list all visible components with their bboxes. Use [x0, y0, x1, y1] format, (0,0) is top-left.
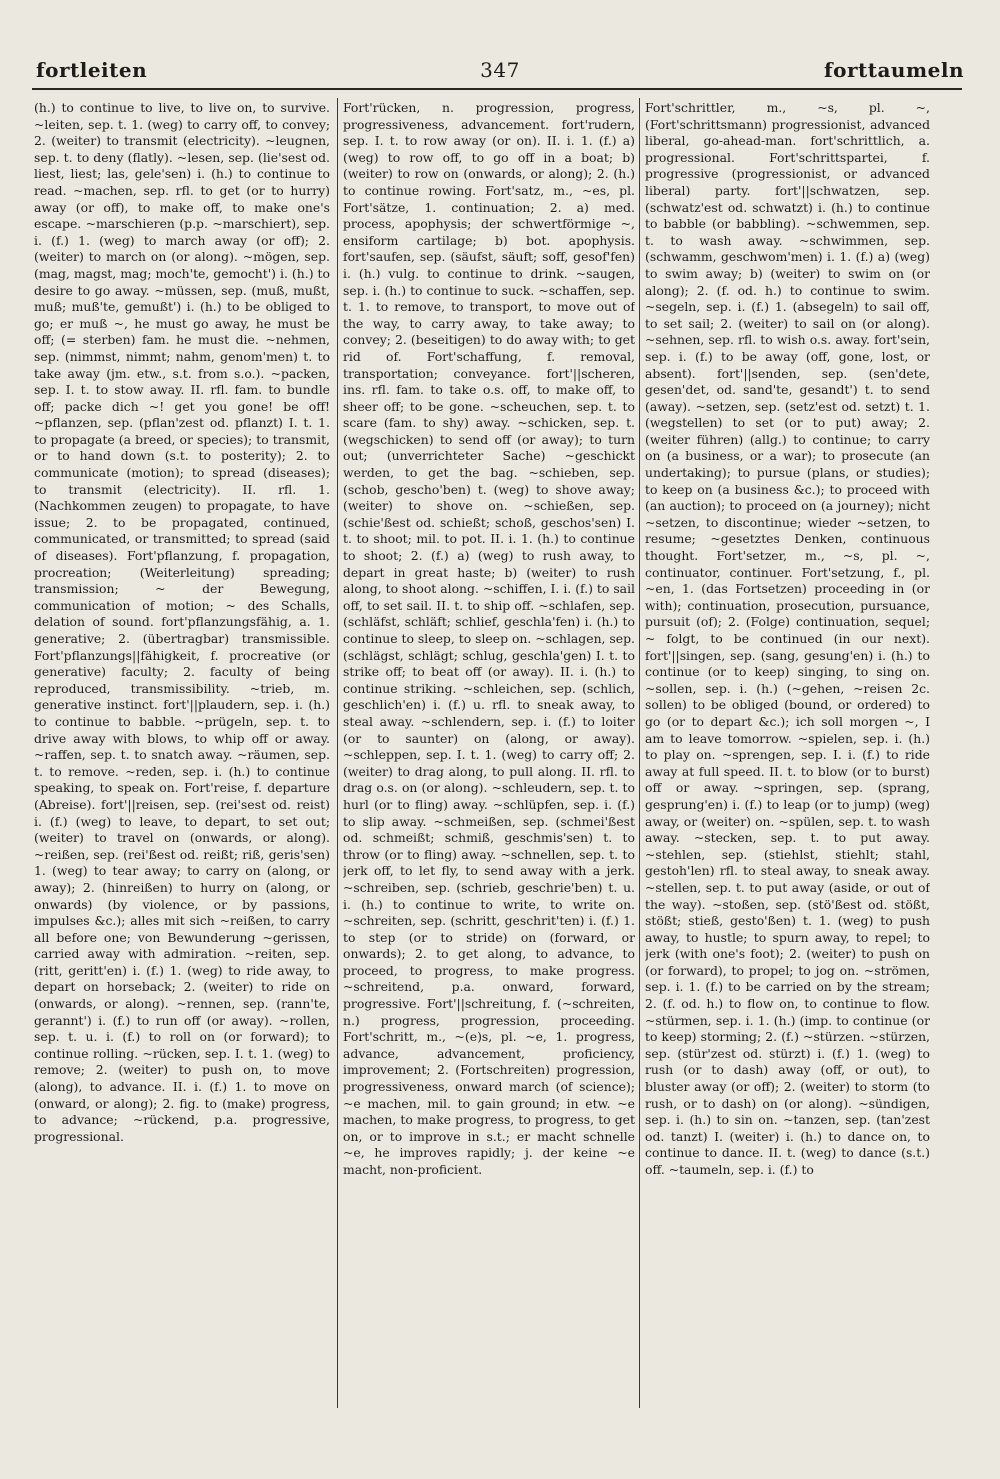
- column-right: [645, 100, 930, 1420]
- column-left: [34, 100, 330, 1420]
- column-divider-2: [639, 98, 640, 1408]
- page-number: 347: [480, 58, 520, 82]
- column-right-text: Fort'schrittler, m., ~s, pl. ~, (Fort'schrittsmann) progressionist, advanced liberal, go-ahead-man. fort'schrittlich, a. progressional. Fort'schrittspartei, f. progressive (progressionist, or advanced liberal) party. fort'||schwatzen, sep. (schwatz'est od. schwatzt) i. (h.) to continue to babble (or babbling). ~schwemmen, sep. t. to wash away. ~schwimmen, sep. (schwamm, geschwom'men) i. 1. (f.) a) (weg) to swim away; b) (weiter) to swim on (or along); 2. (f. od. h.) to continue to swim. ~segeln, sep. i. (f.) 1. (absegeln) to sail off, to set sail; 2. (weiter) to sail on (or along). ~sehnen, sep. rfl. to wish o.s. away. fort'sein, sep. i. (f.) to be away (off, gone, lost, or absent). fort'||senden, sep. (sen'dete, gesen'det, od. sand'te, gesandt') t. to send (away). ~setzen, sep. (setz'est od. setzt) t. 1. (wegstellen) to set (or to put) away; 2. (weiter führen) (allg.) to continue; to carry on (a business, or a war); to prosecute (an undertaking); to pursue (plans, or studies); to keep on (a business &c.); to proceed with (an auction); to proceed on (a journey); nicht ~setzen, to discontinue; wieder ~setzen, to resume; ~gesetztes Denken, continuous thought. Fort'setzer, m., ~s, pl. ~, continuator, continuer. Fort'setzung, f., pl. ~en, 1. (das Fortsetzen) proceeding in (or with); continuation, prosecution, pursuance, pursuit (of); 2. (Folge) continuation, sequel; ~ folgt, to be continued (in our next). fort'||singen, sep. (sang, gesung'en) i. (h.) to continue (or to keep) singing, to sing on. ~sollen, sep. i. (h.) (~gehen, ~reisen 2c. sollen) to be obliged (bound, or ordered) to go (or to depart &c.); ich soll morgen ~, I am to leave tomorrow. ~spielen, sep. i. (h.) to play on. ~sprengen, sep. I. i. (f.) to ride away at full speed. II. t. to blow (or to burst) off or away. ~springen, sep. (sprang, gesprung'en) i. (f.) to leap (or to jump) (weg) away, or (weiter) on. ~spülen, sep. t. to wash away. ~stecken, sep. t. to put away. ~stehlen, sep. (stiehlst, stiehlt; stahl, gestoh'len) rfl. to steal away, to sneak away. ~stellen, sep. t. to put away (aside, or out of the way). ~stoßen, sep. (stö'ßest od. stößt, stößt; stieß, gesto'ßen) t. 1. (weg) to push away, to hustle; to spurn away, to repel; to jerk (with one's foot); 2. (weiter) to push on (or forward), to propel; to jog on. ~strömen, sep. i. 1. (f.) to be carried on by the stream; 2. (f. od. h.) to flow on, to continue to flow. ~stürmen, sep. i. 1. (h.) (imp. to continue (or to keep) storming; 2. (f.) ~stürzen. ~stürzen, sep. (stür'zest od. stürzt) i. (f.) 1. (weg) to rush (or to dash) away (off, or out), to bluster away (or off); 2. (weiter) to storm (to rush, or to dash) on (or along). ~sündigen, sep. i. (h.) to sin on. ~tanzen, sep. (tan'zest od. tanzt) I. (weiter) i. (h.) to dance on, to continue to dance. II. t. (weg) to dance (s.t.) off. ~taumeln, sep. i. (f.) to: [645, 100, 930, 1177]
- running-head-left: fortleiten: [36, 58, 148, 82]
- running-head-right: forttaumeln: [824, 58, 964, 82]
- column-left-text: (h.) to continue to live, to live on, to survive. ~leiten, sep. t. 1. (weg) to carry off, to convey; 2. (weiter) to transmit (electricity). ~leugnen, sep. t. to deny (flatly). ~lesen, sep. (lie'sest od. liest, liest; las, gele'sen) i. (h.) to continue to read. ~machen, sep. rfl. to get (or to hurry) away (or off), to make off, to make one's escape. ~marschieren (p.p. ~marschiert), sep. i. (f.) 1. (weg) to march away (or off); 2. (weiter) to march on (or along). ~mögen, sep. (mag, magst, mag; moch'te, gemocht') i. (h.) to desire to go away. ~müssen, sep. (muß, mußt, muß; muß'te, gemußt') i. (h.) to be obliged to go; er muß ~, he must go away, he must be off; (= sterben) fam. he must die. ~nehmen, sep. (nimmst, nimmt; nahm, genom'men) t. to take away (jm. etw., s.t. from s.o.). ~packen, sep. I. t. to stow away. II. rfl. fam. to bundle off; packe dich ~! get you gone! be off! ~pflanzen, sep. (pflan'zest od. pflanzt) I. t. 1. to propagate (a breed, or species); to transmit, or to hand down (s.t. to posterity); 2. to communicate (motion); to spread (diseases); to transmit (electricity). II. rfl. 1. (Nachkommen zeugen) to propagate, to have issue; 2. to be propagated, continued, communicated, or transmitted; to spread (said of diseases). Fort'pflanzung, f. propagation, procreation; (Weiterleitung) spreading; transmission; ~ der Bewegung, communication of motion; ~ des Schalls, delation of sound. fort'pflanzungsfähig, a. 1. generative; 2. (übertragbar) transmissible. Fort'pflanzungs||fähigkeit, f. procreative (or generative) faculty; 2. faculty of being reproduced, transmissibility. ~trieb, m. generative instinct. fort'||plaudern, sep. i. (h.) to continue to babble. ~prügeln, sep. t. to drive away with blows, to whip off or away. ~raffen, sep. t. to snatch away. ~räumen, sep. t. to remove. ~reden, sep. i. (h.) to continue speaking, to speak on. Fort'reise, f. departure (Abreise). fort'||reisen, sep. (rei'sest od. reist) i. (f.) (weg) to leave, to depart, to set out; (weiter) to travel on (onwards, or along). ~reißen, sep. (rei'ßest od. reißt; riß, geris'sen) 1. (weg) to tear away; to carry on (along, or away); 2. (hinreißen) to hurry on (along, or onwards) (by violence, or by passions, impulses &c.); alles mit sich ~reißen, to carry all before one; von Bewunderung ~gerissen, carried away with admiration. ~reiten, sep. (ritt, geritt'en) i. (f.) 1. (weg) to ride away, to depart on horseback; 2. (weiter) to ride on (onwards, or along). ~rennen, sep. (rann'te, gerannt') i. (f.) to run off (or away). ~rollen, sep. t. u. i. (f.) to roll on (or forward); to continue rolling. ~rücken, sep. I. t. 1. (weg) to remove; 2. (weiter) to push on, to move (along), to advance. II. i. (f.) 1. to move on (onward, or along); 2. fig. to (make) progress, to advance; ~rückend, p.a. progressive, progressional.: [34, 100, 330, 1144]
- header-rule: [32, 88, 962, 90]
- column-middle-text: Fort'rücken, n. progression, progress, progressiveness, advancement. fort'rudern, sep. I. t. to row away (or on). II. i. 1. (f.) a) (weg) to row off, to go off in a boat; b) (weiter) to row on (onwards, or along); 2. (h.) to continue rowing. Fort'satz, m., ~es, pl. Fort'sätze, 1. continuation; 2. a) med. process, apophysis; der schwertförmige ~, ensiform cartilage; b) bot. apophysis. fort'saufen, sep. (säufst, säuft; soff, gesof'fen) i. (h.) vulg. to continue to drink. ~saugen, sep. i. (h.) to continue to suck. ~schaffen, sep. t. 1. to remove, to transport, to move out of the way, to carry away, to take away; to convey; 2. (beseitigen) to do away with; to get rid of. Fort'schaffung, f. removal, transportation; conveyance. fort'||scheren, ins. rfl. fam. to take o.s. off, to make off, to sheer off; to be gone. ~scheuchen, sep. t. to scare (fam. to shy) away. ~schicken, sep. t. (wegschicken) to send off (or away); to turn out; (unverrichteter Sache) ~geschickt werden, to get the bag. ~schieben, sep. (schob, gescho'ben) t. (weg) to shove away; (weiter) to shove on. ~schießen, sep. (schie'ßest od. schießt; schoß, geschos'sen) I. t. to shoot; mil. to pot. II. i. 1. (h.) to continue to shoot; 2. (f.) a) (weg) to rush away, to depart in great haste; b) (weiter) to rush along, to shoot along. ~schiffen, I. i. (f.) to sail off, to set sail. II. t. to ship off. ~schlafen, sep. (schläfst, schläft; schlief, geschla'fen) i. (h.) to continue to sleep, to sleep on. ~schlagen, sep. (schlägst, schlägt; schlug, geschla'gen) I. t. to strike off; to beat off (or away). II. i. (h.) to continue striking. ~schleichen, sep. (schlich, geschlich'en) i. (f.) u. rfl. to sneak away, to steal away. ~schlendern, sep. i. (f.) to loiter (or to saunter) on (along, or away). ~schleppen, sep. I. t. 1. (weg) to carry off; 2. (weiter) to drag along, to pull along. II. rfl. to drag o.s. on (or along). ~schleudern, sep. t. to hurl (or to fling) away. ~schlüpfen, sep. i. (f.) to slip away. ~schmeißen, sep. (schmei'ßest od. schmeißt; schmiß, geschmis'sen) t. to throw (or to fling) away. ~schnellen, sep. t. to jerk off, to let fly, to send away with a jerk. ~schreiben, sep. (schrieb, geschrie'ben) t. u. i. (h.) to continue to write, to write on. ~schreiten, sep. (schritt, geschrit'ten) i. (f.) 1. to step (or to stride) on (forward, or onwards); 2. to get along, to advance, to proceed, to progress, to make progress. ~schreitend, p.a. onward, forward, progressive. Fort'||schreitung, f. (~schreiten, n.) progress, progression, proceeding. Fort'schritt, m., ~(e)s, pl. ~e, 1. progress, advance, advancement, proficiency, improvement; 2. (Fortschreiten) progression, progressiveness, onward march (of science); ~e machen, mil. to gain ground; in etw. ~e machen, to make progress, to progress, to get on, or to improve in s.t.; er macht schnelle ~e, he improves rapidly; j. der keine ~e macht, non-proficient.: [343, 100, 635, 1177]
- column-middle: [343, 100, 635, 1420]
- column-divider-1: [337, 98, 338, 1408]
